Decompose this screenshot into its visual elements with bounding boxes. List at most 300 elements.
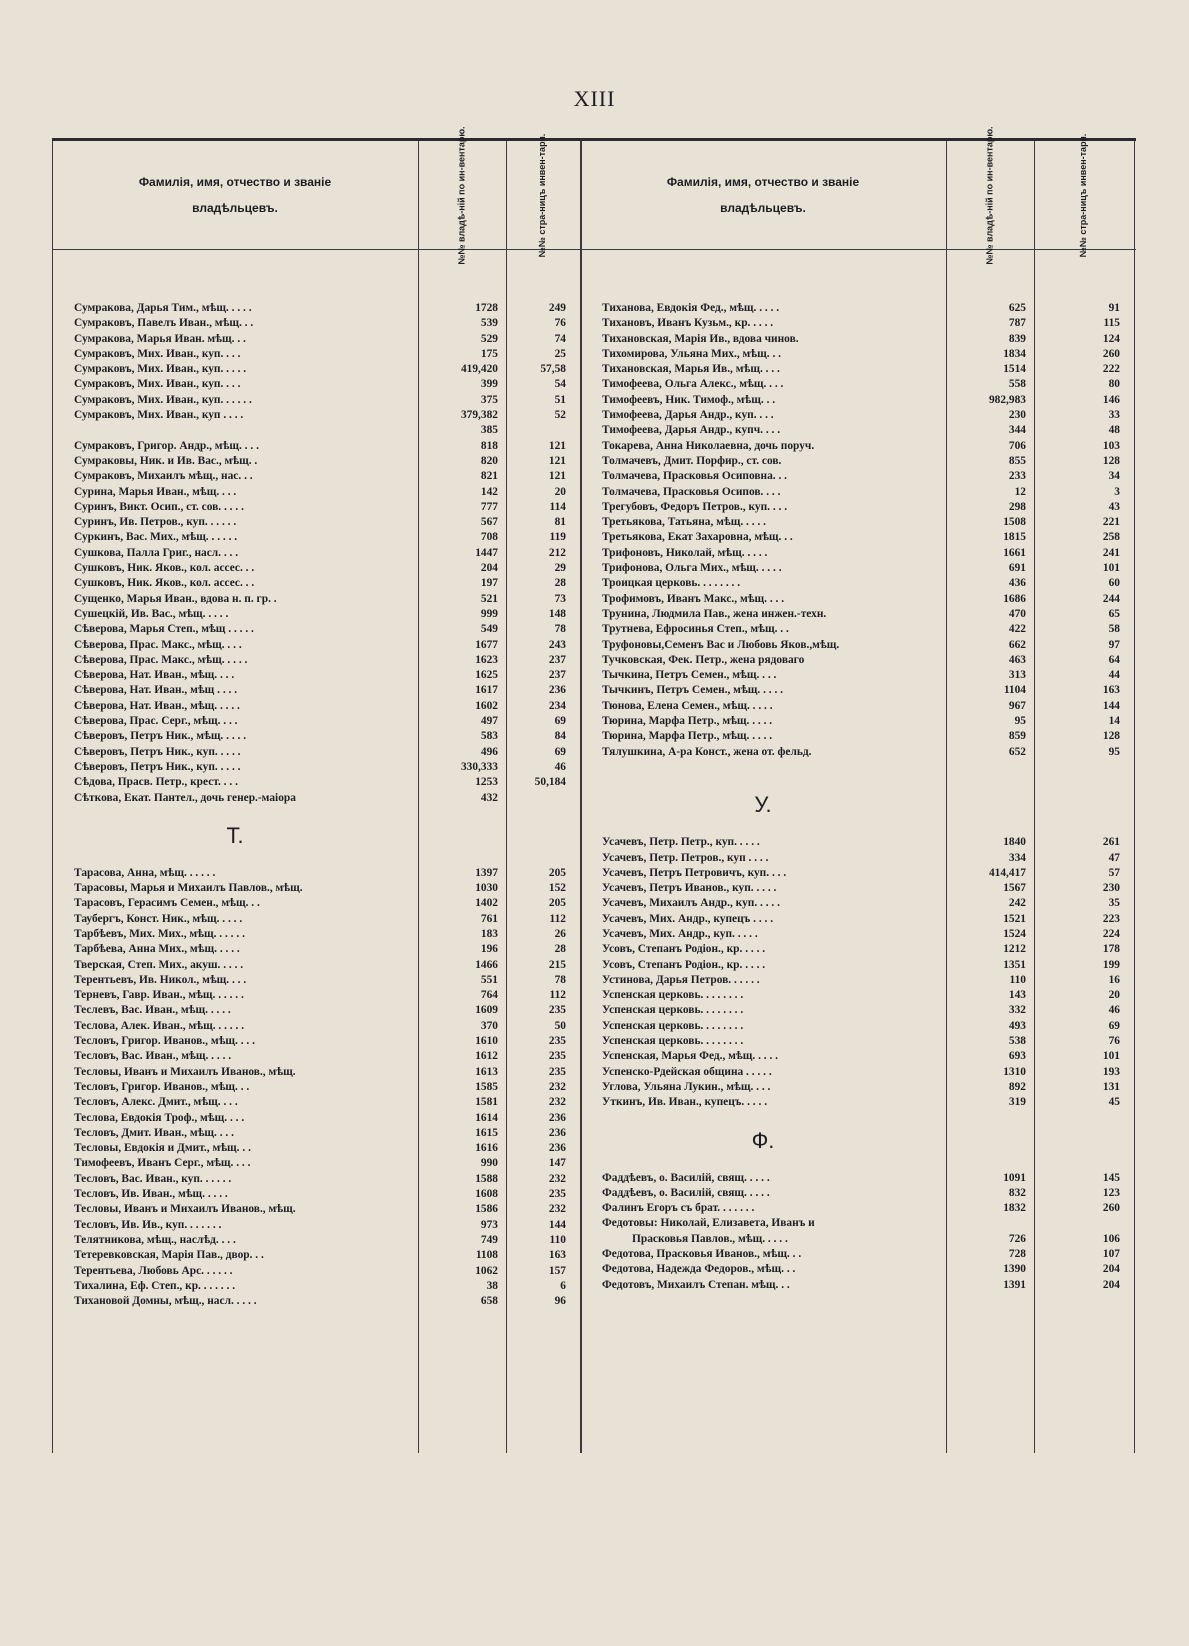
page-number-ref: 157 — [548, 1264, 566, 1277]
owner-number: 832 — [1008, 1186, 1026, 1199]
page-number-ref: 230 — [1102, 882, 1120, 895]
page-number-ref: 110 — [549, 1233, 566, 1246]
owner-name: Тесловъ, Алекс. Дмит., мѣщ. . . . — [74, 1096, 238, 1109]
page-number-ref: 28 — [554, 943, 566, 956]
owner-name: Толмачевъ, Дмит. Порфир., ст. сов. — [602, 454, 782, 467]
owner-number: 539 — [480, 317, 498, 330]
owner-number: 982,983 — [988, 393, 1026, 406]
owner-name: Тарасова, Анна, мѣщ. . . . . . — [74, 866, 216, 879]
owner-number — [946, 1216, 1034, 1231]
owner-name: Тесловъ, Григор. Иванов., мѣщ. . . . — [74, 1035, 255, 1048]
page-number-ref: 237 — [548, 653, 566, 666]
page-number-ref: 25 — [554, 347, 566, 360]
owner-name: Усачевъ, Петръ Петровичъ, куп. . . . — [602, 866, 787, 879]
owner-row — [580, 1080, 1134, 1095]
header-rule — [52, 249, 1136, 250]
owner-number: 319 — [1008, 1096, 1026, 1109]
page-number-ref: 128 — [1102, 730, 1120, 743]
owner-name: Трифонова, Ольга Мих., мѣщ. . . . . — [602, 562, 782, 575]
owner-row — [580, 301, 1134, 316]
owner-row — [52, 1126, 580, 1141]
page-number-ref: 112 — [549, 912, 566, 925]
owner-row — [52, 1049, 580, 1064]
page-number-ref: 204 — [1102, 1263, 1120, 1276]
owner-row — [52, 881, 580, 896]
owner-row — [580, 408, 1134, 423]
owner-row — [580, 1216, 1134, 1231]
page-number-ref: 74 — [554, 332, 566, 345]
owner-number: 183 — [480, 927, 498, 940]
owner-row — [52, 546, 580, 561]
owner-row — [580, 958, 1134, 973]
owner-name: Теслова, Алек. Иван., мѣщ. . . . . . — [74, 1019, 245, 1032]
owner-number: 175 — [480, 347, 498, 360]
owner-number: 1508 — [1003, 516, 1026, 529]
page-number-ref: 261 — [1102, 836, 1120, 849]
owner-number: 1615 — [475, 1126, 498, 1139]
owner-number: 399 — [480, 378, 498, 391]
owner-name: Тверская, Степ. Мих., акуш. . . . . — [74, 958, 244, 971]
owner-number: 693 — [1008, 1050, 1026, 1063]
owner-name: Успенская церковь. . . . . . . . — [602, 1019, 744, 1032]
page-number-ref: 121 — [548, 454, 566, 467]
page-number: XIII — [573, 86, 616, 111]
owner-number: 551 — [480, 973, 498, 986]
spacer-row — [580, 760, 1134, 775]
owner-name: Тихановская, Марія Ив., вдова чинов. — [602, 332, 799, 345]
page-number-ref: 84 — [554, 730, 566, 743]
owner-row — [580, 561, 1134, 576]
owner-number: 990 — [480, 1157, 498, 1170]
owner-name: Сушковъ, Ник. Яков., кол. ассес. . . — [74, 577, 255, 590]
header-name-line1: Фамилія, имя, отчество и званіе — [138, 175, 332, 189]
owner-row — [52, 469, 580, 484]
owner-number: 1661 — [1003, 546, 1026, 559]
owner-number: 1062 — [475, 1264, 498, 1277]
owner-name: Терентьевъ, Ив. Никол., мѣщ. . . . — [74, 973, 247, 986]
page-number-ref — [506, 791, 580, 806]
page-number-ref: 260 — [1102, 347, 1120, 360]
owner-row — [52, 1172, 580, 1187]
owner-number: 691 — [1008, 562, 1026, 575]
owner-name: Труфоновы,Семенъ Вас и Любовь Яков.,мѣщ. — [602, 638, 840, 651]
owner-number: 820 — [480, 454, 498, 467]
page-number-ref: 215 — [548, 958, 566, 971]
owner-row — [52, 530, 580, 545]
owner-row — [580, 1171, 1134, 1186]
owner-name: Сушковъ, Ник. Яков., кол. ассес. . . — [74, 562, 255, 575]
owner-row — [580, 485, 1134, 500]
page-number-ref: 20 — [554, 485, 566, 498]
owner-number: 749 — [480, 1233, 498, 1246]
owner-row — [52, 760, 580, 775]
section-letter-row — [580, 1111, 1134, 1171]
owner-name: Тиханова, Евдокія Фед., мѣщ. . . . . — [602, 302, 780, 314]
owner-name: Троицкая церковь. . . . . . . . — [602, 577, 741, 590]
owner-number: 196 — [480, 943, 498, 956]
page-number-ref: 204 — [1102, 1278, 1120, 1291]
page-number-ref: 243 — [548, 638, 566, 651]
owner-row — [580, 851, 1134, 866]
page-number-ref: 222 — [1102, 363, 1120, 376]
owner-number: 652 — [1008, 745, 1026, 758]
page-number-ref: 234 — [548, 699, 566, 712]
owner-row — [580, 699, 1134, 714]
owner-row — [52, 485, 580, 500]
owner-number: 142 — [480, 485, 498, 498]
owner-row — [52, 1202, 580, 1217]
owner-name: Тетеревковская, Марія Пав., двор. . . — [74, 1249, 264, 1262]
owner-name: Успенско-Рдейская община . . . . . — [602, 1065, 772, 1078]
owner-name: Устинова, Дарья Петров. . . . . . — [602, 973, 760, 986]
page-number-ref: 69 — [1108, 1019, 1120, 1032]
owner-number: 432 — [480, 791, 498, 804]
owner-row — [52, 622, 580, 637]
page-number-ref: 101 — [1102, 562, 1120, 575]
owner-row — [52, 942, 580, 957]
page-number-ref: 123 — [1102, 1186, 1120, 1199]
owner-number: 1567 — [1003, 882, 1026, 895]
owner-name: Теслевъ, Вас. Иван., мѣщ. . . . . — [74, 1004, 231, 1017]
owner-number: 1608 — [475, 1188, 498, 1201]
owner-row — [580, 1095, 1134, 1110]
owner-number: 470 — [1008, 607, 1026, 620]
owner-name: Тимофеевъ, Ник. Тимоф., мѣщ. . . — [602, 393, 776, 406]
owner-name: Тарасовъ, Герасимъ Семен., мѣщ. . . — [74, 897, 260, 910]
page-number-ref: 34 — [1108, 470, 1120, 483]
owner-number: 625 — [1008, 302, 1026, 314]
owner-row — [52, 1294, 580, 1309]
owner-name: Тихановъ, Иванъ Кузьм., кр. . . . . — [602, 317, 774, 330]
page-number-ref: 235 — [548, 1050, 566, 1063]
owner-row — [580, 1278, 1134, 1293]
owner-number: 1310 — [1003, 1065, 1026, 1078]
owner-row — [580, 1201, 1134, 1216]
owner-name: Федотовы: Николай, Елизавета, Иванъ и — [602, 1217, 815, 1230]
owner-row — [580, 423, 1134, 438]
owner-name: Тесловъ, Вас. Иван., куп. . . . . . — [74, 1172, 232, 1185]
owner-number: 1614 — [475, 1111, 498, 1124]
owner-name: Трегубовъ, Федоръ Петров., куп. . . . — [602, 500, 788, 513]
page-number-ref: 124 — [1102, 332, 1120, 345]
owner-name: Тимофеева, Дарья Андр., купч. . . . — [602, 424, 781, 437]
owner-number: 110 — [1009, 973, 1026, 986]
page-number-ref: 114 — [549, 500, 566, 513]
owner-row — [580, 607, 1134, 622]
owner-row — [580, 745, 1134, 760]
owner-number: 764 — [480, 989, 498, 1002]
owner-number: 1402 — [475, 897, 498, 910]
owner-name: Усачевъ, Мих. Андр., купецъ . . . . — [602, 912, 774, 925]
owner-row — [52, 607, 580, 622]
owner-row — [52, 347, 580, 362]
page-number-ref: 28 — [554, 577, 566, 590]
owner-name: Суринъ, Викт. Осип., ст. сов. . . . . — [74, 500, 244, 513]
owner-name: Токарева, Анна Николаевна, дочь поруч. — [602, 439, 815, 452]
page-number-ref: 224 — [1102, 927, 1120, 940]
owner-row — [580, 454, 1134, 469]
owner-row — [52, 1264, 580, 1279]
owner-number: 493 — [1008, 1019, 1026, 1032]
owner-number: 1212 — [1003, 943, 1026, 956]
page-number-ref: 235 — [548, 1188, 566, 1201]
owner-name: Тюрина, Марфа Петр., мѣщ. . . . . — [602, 715, 773, 728]
page-number-ref: 73 — [554, 592, 566, 605]
owner-number: 1815 — [1003, 531, 1026, 544]
owner-row — [580, 912, 1134, 927]
owner-row — [52, 1095, 580, 1110]
owner-number: 708 — [480, 531, 498, 544]
owner-number: 726 — [1008, 1232, 1026, 1245]
page-number-ref: 235 — [548, 1035, 566, 1048]
left-owner-list — [52, 301, 580, 1309]
owner-row — [580, 683, 1134, 698]
owner-row — [580, 530, 1134, 545]
owner-name: Успенская церковь. . . . . . . . — [602, 1035, 744, 1048]
owner-name: Сумраковъ, Григор. Андр., мѣщ. . . . — [74, 439, 259, 452]
owner-name: Сумраковъ, Мих. Иван., куп. . . . . — [74, 363, 247, 376]
page-number-ref: 236 — [548, 1111, 566, 1124]
page-number-ref: 54 — [554, 378, 566, 391]
owner-row — [52, 1141, 580, 1156]
owner-name: Сумраковъ, Мих. Иван., куп. . . . — [74, 378, 241, 391]
owner-number: 379,382 — [460, 409, 498, 422]
owner-name: Сущенко, Марья Иван., вдова н. п. гр. . — [74, 592, 277, 605]
page-number-ref: 46 — [554, 760, 566, 773]
owner-number: 1728 — [475, 302, 498, 314]
owner-number: 859 — [1008, 730, 1026, 743]
owner-name: Усачевъ, Мих. Андр., куп. . . . . — [602, 927, 758, 940]
owner-number: 242 — [1008, 897, 1026, 910]
owner-row — [52, 515, 580, 530]
owner-row — [52, 791, 580, 806]
owner-row — [580, 1019, 1134, 1034]
owner-name: Сѣткова, Екат. Пантел., дочь генер.-маiора — [74, 791, 296, 804]
owner-number: 567 — [480, 516, 498, 529]
page-number-ref: 107 — [1102, 1248, 1120, 1261]
owner-number: 967 — [1008, 699, 1026, 712]
owner-number: 658 — [480, 1295, 498, 1308]
owner-name: Федотова, Надежда Федоров., мѣщ. . . — [602, 1263, 796, 1276]
page-number-ref: 221 — [1102, 516, 1120, 529]
owner-row — [52, 1248, 580, 1263]
owner-row — [52, 714, 580, 729]
owner-name: Сумракова, Марья Иван. мѣщ. . . — [74, 332, 246, 345]
owner-number: 1585 — [475, 1080, 498, 1093]
owner-row — [52, 393, 580, 408]
owner-number: 330,333 — [460, 760, 498, 773]
page-number-ref: 131 — [1102, 1080, 1120, 1093]
owner-row — [580, 881, 1134, 896]
owner-row — [52, 439, 580, 454]
owner-name: Трутнева, Ефросинья Степ., мѣщ. . . — [602, 623, 789, 636]
section-letter-row — [580, 775, 1134, 835]
owner-name: Усачевъ, Петр. Петров., куп . . . . — [602, 851, 769, 864]
owner-row — [580, 500, 1134, 515]
page-number-ref: 146 — [1102, 393, 1120, 406]
owner-name: Третьякова, Татьяна, мѣщ. . . . . — [602, 516, 766, 529]
owner-name: Сѣверовъ, Петръ Ник., куп. . . . . — [74, 745, 241, 758]
owner-number: 549 — [480, 623, 498, 636]
owner-name: Сѣверовъ, Петръ Ник., куп. . . . . — [74, 760, 241, 773]
owner-row — [52, 668, 580, 683]
owner-number: 370 — [480, 1019, 498, 1032]
owner-number: 558 — [1008, 378, 1026, 391]
owner-name: Терневъ, Гавр. Иван., мѣщ. . . . . . — [74, 989, 244, 1002]
owner-row — [580, 1232, 1134, 1247]
header-name-column-right — [580, 141, 946, 249]
owner-number: 1832 — [1003, 1202, 1026, 1215]
owner-name: Тесловы, Евдокія и Дмит., мѣщ. . . — [74, 1142, 251, 1155]
page-number-ref: 237 — [548, 669, 566, 682]
owner-name: Сушецкій, Ив. Вас., мѣщ. . . . . — [74, 607, 229, 620]
owner-name: Тесловъ, Ив. Иван., мѣщ. . . . . — [74, 1188, 228, 1201]
header-name-column-left — [52, 141, 418, 249]
owner-name: Прасковья Павлов., мѣщ. . . . . — [632, 1232, 788, 1245]
page-number-ref: 60 — [1108, 577, 1120, 590]
owner-number: 818 — [480, 439, 498, 452]
owner-row — [52, 1003, 580, 1018]
owner-row — [580, 668, 1134, 683]
page-number-ref — [506, 423, 580, 438]
owner-name: Сѣверова, Нат. Иван., мѣщ. . . . — [74, 669, 235, 682]
page-number-ref: 97 — [1108, 638, 1120, 651]
owner-row — [52, 866, 580, 881]
page-number-ref: 106 — [1102, 1232, 1120, 1245]
owner-number: 334 — [1008, 851, 1026, 864]
owner-row — [52, 561, 580, 576]
owner-number: 761 — [480, 912, 498, 925]
owner-name: Тарбѣевъ, Мих. Мих., мѣщ. . . . . . — [74, 927, 245, 940]
page-number-ref: 29 — [554, 562, 566, 575]
owner-number: 497 — [480, 715, 498, 728]
page-number-ref: 232 — [548, 1096, 566, 1109]
page-number-ref: 152 — [548, 882, 566, 895]
owner-name: Тюнова, Елена Семен., мѣщ. . . . . — [602, 699, 773, 712]
owner-number: 95 — [1014, 715, 1026, 728]
page-number-ref: 249 — [548, 302, 566, 314]
owner-number: 1521 — [1003, 912, 1026, 925]
owner-name: Тесловы, Иванъ и Михаилъ Иванов., мѣщ. — [74, 1065, 296, 1078]
owner-row — [52, 1156, 580, 1171]
owner-row — [52, 1279, 580, 1294]
owner-row — [52, 896, 580, 911]
owner-name: Углова, Ульяна Лукин., мѣщ. . . . — [602, 1080, 771, 1093]
owner-number: 204 — [480, 562, 498, 575]
owner-name: Уткинъ, Ив. Иван., купецъ. . . . . — [602, 1096, 768, 1109]
owner-row — [52, 454, 580, 469]
page-number-ref: 6 — [560, 1279, 566, 1292]
section-letter: Ф. — [751, 1127, 775, 1153]
section-letter: Т. — [226, 822, 244, 848]
owner-row — [580, 653, 1134, 668]
owner-number: 1586 — [475, 1203, 498, 1216]
owner-name: Усачевъ, Петръ Иванов., куп. . . . . — [602, 882, 777, 895]
owner-name: Федотовъ, Михаилъ Степан. мѣщ. . . — [602, 1278, 790, 1291]
owner-name: Тарасовы, Марья и Михаилъ Павлов., мѣщ. — [74, 882, 303, 895]
page-number-ref: 44 — [1108, 669, 1120, 682]
page-number-ref: 241 — [1102, 546, 1120, 559]
owner-name: Трофимовъ, Иванъ Макс., мѣщ. . . . — [602, 592, 785, 605]
owner-name: Трунина, Людмила Пав., жена инжен.-техн. — [602, 607, 827, 620]
owner-row — [580, 1065, 1134, 1080]
owner-name: Толмачева, Прасковья Осипов. . . . — [602, 485, 781, 498]
owner-row — [52, 683, 580, 698]
header-owners-no-left — [418, 125, 506, 265]
owner-number: 1623 — [475, 653, 498, 666]
page-number-ref: 232 — [548, 1080, 566, 1093]
owner-name: Сумраковъ, Павелъ Иван., мѣщ. . . — [74, 317, 254, 330]
owner-name: Фалинъ Егоръ съ брат. . . . . . . — [602, 1202, 755, 1215]
owner-name: Усачевъ, Михаилъ Андр., куп. . . . . — [602, 897, 780, 910]
owner-name: Тимофеевъ, Иванъ Серг., мѣщ. . . . — [74, 1157, 251, 1170]
owner-row — [52, 332, 580, 347]
section-letter: У. — [754, 792, 772, 818]
owner-name: Тесловы, Иванъ и Михаилъ Иванов., мѣщ. — [74, 1203, 296, 1216]
owner-name: Таубергъ, Конст. Ник., мѣщ. . . . . — [74, 912, 243, 925]
header-name-line2: владѣльцевъ. — [720, 201, 806, 215]
owner-row — [580, 729, 1134, 744]
owner-number: 1609 — [475, 1004, 498, 1017]
owner-row — [580, 896, 1134, 911]
owner-name: Сѣверова, Прас. Макс., мѣщ. . . . — [74, 638, 242, 651]
owner-name: Сумраковы, Ник. и Ив. Вас., мѣщ. . — [74, 454, 258, 467]
owner-name: Тарбѣева, Анна Мих., мѣщ. . . . . — [74, 943, 240, 956]
owner-row — [52, 927, 580, 942]
owner-name: Сумраковъ, Мих. Иван., куп . . . . — [74, 409, 244, 422]
owner-name: Сурина, Марья Иван., мѣщ. . . . — [74, 485, 237, 498]
owner-number: 1612 — [475, 1050, 498, 1063]
page-number-ref: 236 — [548, 1126, 566, 1139]
owner-name: Тихалина, Еф. Степ., кр. . . . . . . — [74, 1279, 236, 1292]
owner-row — [580, 1034, 1134, 1049]
owner-row — [52, 912, 580, 927]
owner-row — [52, 377, 580, 392]
owner-name: Успенская церковь. . . . . . . . — [602, 989, 744, 1002]
page-number-ref: 50,184 — [534, 776, 566, 789]
owner-number: 1677 — [475, 638, 498, 651]
owner-number: 1625 — [475, 669, 498, 682]
header-pages-no-left — [506, 133, 580, 257]
owner-number: 143 — [1008, 989, 1026, 1002]
owner-row — [580, 835, 1134, 850]
page-number-ref: 112 — [549, 989, 566, 1002]
owner-row — [52, 1233, 580, 1248]
owner-number: 529 — [480, 332, 498, 345]
owner-name: Федотова, Прасковья Иванов., мѣщ. . . — [602, 1248, 802, 1261]
page-number-ref: 58 — [1108, 623, 1120, 636]
page-number-ref: 144 — [548, 1218, 566, 1231]
page-number-ref: 212 — [548, 546, 566, 559]
owner-name: Суринъ, Ив. Петров., куп. . . . . . — [74, 516, 237, 529]
page-number-ref: 47 — [1108, 851, 1120, 864]
owner-row — [52, 1111, 580, 1126]
owner-name: Фаддѣевъ, о. Василій, свящ. . . . . — [602, 1186, 770, 1199]
page-number-ref: 91 — [1108, 302, 1120, 314]
table-border-right — [1134, 141, 1135, 1453]
owner-name: Сумракова, Дарья Тим., мѣщ. . . . . — [74, 302, 252, 314]
owner-number: 1686 — [1003, 592, 1026, 605]
page-number-ref: 14 — [1108, 715, 1120, 728]
owner-name: Сумраковъ, Мих. Иван., куп. . . . . . — [74, 393, 252, 406]
page-number-ref: 48 — [1108, 424, 1120, 437]
owner-name: Тесловъ, Григор. Иванов., мѣщ. . . — [74, 1080, 250, 1093]
page-number-ref: 78 — [554, 623, 566, 636]
owner-name: Терентьева, Любовь Арс. . . . . . — [74, 1264, 233, 1277]
page-number-ref: 101 — [1102, 1050, 1120, 1063]
page-number-ref: 163 — [1102, 684, 1120, 697]
owners-register-table — [52, 125, 1136, 1453]
